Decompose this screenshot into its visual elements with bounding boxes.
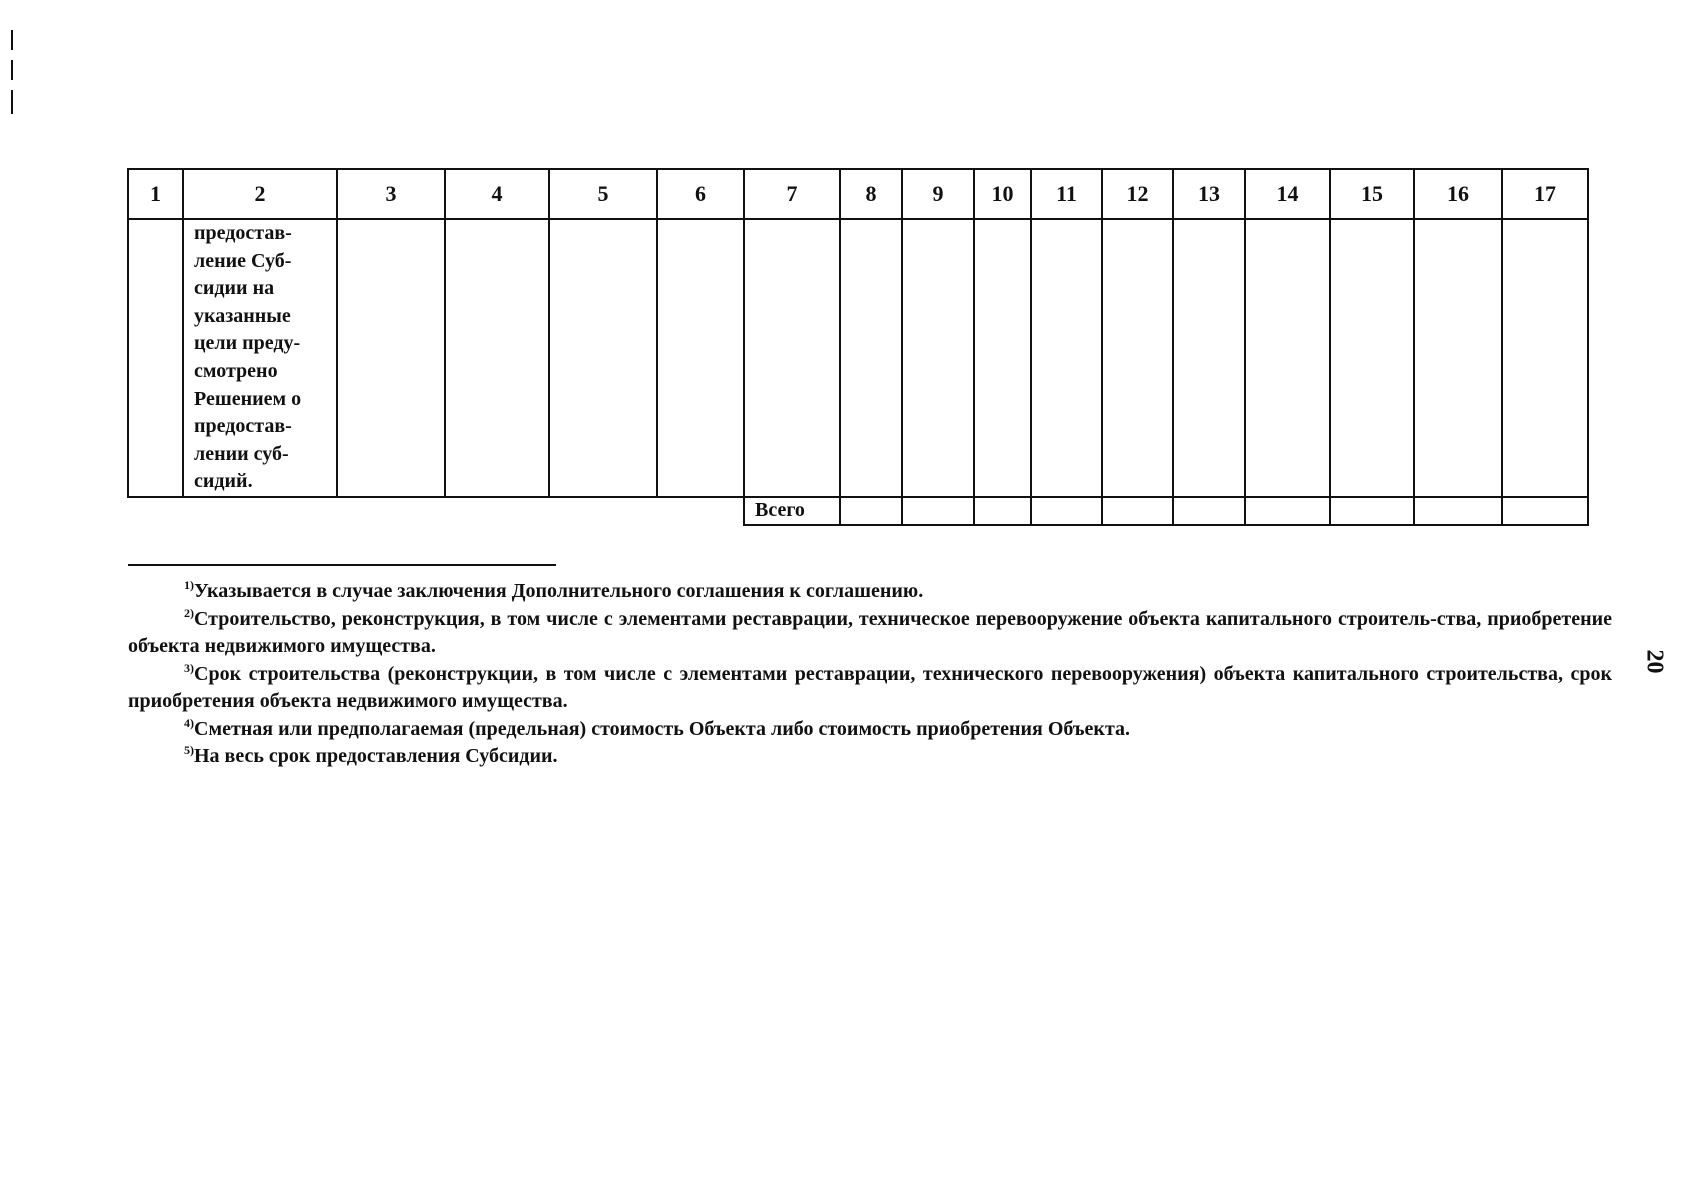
- table-cell: [1102, 219, 1173, 497]
- footnote-mark: 3): [184, 660, 194, 675]
- table-cell: [445, 219, 549, 497]
- column-header: 4: [445, 169, 549, 219]
- column-header: 16: [1414, 169, 1502, 219]
- table-cell: [840, 219, 902, 497]
- column-header: 13: [1173, 169, 1245, 219]
- table-cell: [549, 219, 657, 497]
- footnote-4: [128, 716, 1612, 744]
- footnote-1: [128, 578, 1612, 606]
- footnote-mark: 2): [184, 605, 194, 620]
- footnote-mark: 4): [184, 715, 194, 730]
- table-cell: [1330, 219, 1414, 497]
- total-cell: [1173, 497, 1245, 525]
- column-header: 3: [337, 169, 445, 219]
- total-row-spacer: [128, 497, 744, 525]
- footnotes: [128, 578, 1612, 771]
- table-row: [128, 219, 1588, 497]
- footnote-separator: [128, 564, 556, 566]
- table-cell: [128, 219, 183, 497]
- table-cell: [1173, 219, 1245, 497]
- total-cell: [1245, 497, 1330, 525]
- column-header: 6: [657, 169, 744, 219]
- table-cell: [902, 219, 974, 497]
- column-header: 12: [1102, 169, 1173, 219]
- footnote-mark: 1): [184, 578, 194, 592]
- table-cell: [1031, 219, 1102, 497]
- table-cell: [1245, 219, 1330, 497]
- column-header: 14: [1245, 169, 1330, 219]
- margin-tick: [11, 90, 13, 114]
- footnote-5: [128, 743, 1612, 771]
- table-cell: [1414, 219, 1502, 497]
- total-cell: [1502, 497, 1588, 525]
- footnote-text: Срок строительства (реконструкции, в том числе с элементами реставрации, технического перевооружения) объекта капитального строительства, срок приобретения объекта недвижимого имущества.: [128, 662, 1612, 712]
- column-header: 11: [1031, 169, 1102, 219]
- total-cell: [840, 497, 902, 525]
- column-header: 17: [1502, 169, 1588, 219]
- total-row: [128, 497, 1588, 525]
- table-cell: [744, 219, 840, 497]
- total-cell: [1330, 497, 1414, 525]
- table-cell: [657, 219, 744, 497]
- header-row: [128, 169, 1588, 219]
- column-header: 7: [744, 169, 840, 219]
- footnote-mark: 5): [184, 743, 194, 757]
- total-label: Всего: [744, 497, 840, 525]
- footnote-text: Указывается в случае заключения Дополнительного соглашения к соглашению.: [194, 580, 924, 602]
- total-cell: [1414, 497, 1502, 525]
- total-cell: [1102, 497, 1173, 525]
- footnote-text: Сметная или предполагаемая (предельная) стоимость Объекта либо стоимость приобретения Объекта.: [194, 717, 1131, 740]
- column-header: 10: [974, 169, 1031, 219]
- purpose-text: предостав- ление Суб- сидии на указанные цели преду- смотрено Решением о предостав- лении суб- сидий.: [194, 222, 302, 493]
- margin-tick: [11, 60, 13, 80]
- total-cell: [974, 497, 1031, 525]
- data-table: [127, 168, 1589, 526]
- margin-marks: [11, 30, 14, 114]
- total-cell: [1031, 497, 1102, 525]
- footnote-text: На весь срок предоставления Субсидии.: [194, 745, 558, 767]
- table-cell: [337, 219, 445, 497]
- table-cell: [1502, 219, 1588, 497]
- column-header: 5: [549, 169, 657, 219]
- column-header: 15: [1330, 169, 1414, 219]
- footnote-2: [128, 606, 1612, 661]
- column-header: 1: [128, 169, 183, 219]
- column-header: 9: [902, 169, 974, 219]
- table-cell: [974, 219, 1031, 497]
- margin-tick: [11, 30, 13, 50]
- footnote-text: Строительство, реконструкция, в том числе с элементами реставрации, техническое перевооружение объекта капитального строитель-ства, приобретение объекта недвижимого имущества.: [128, 607, 1612, 657]
- total-cell: [902, 497, 974, 525]
- table-cell-purpose: [183, 219, 337, 497]
- footnote-3: [128, 661, 1612, 716]
- column-header: 8: [840, 169, 902, 219]
- column-header: 2: [183, 169, 337, 219]
- page-number: 20: [1641, 649, 1668, 674]
